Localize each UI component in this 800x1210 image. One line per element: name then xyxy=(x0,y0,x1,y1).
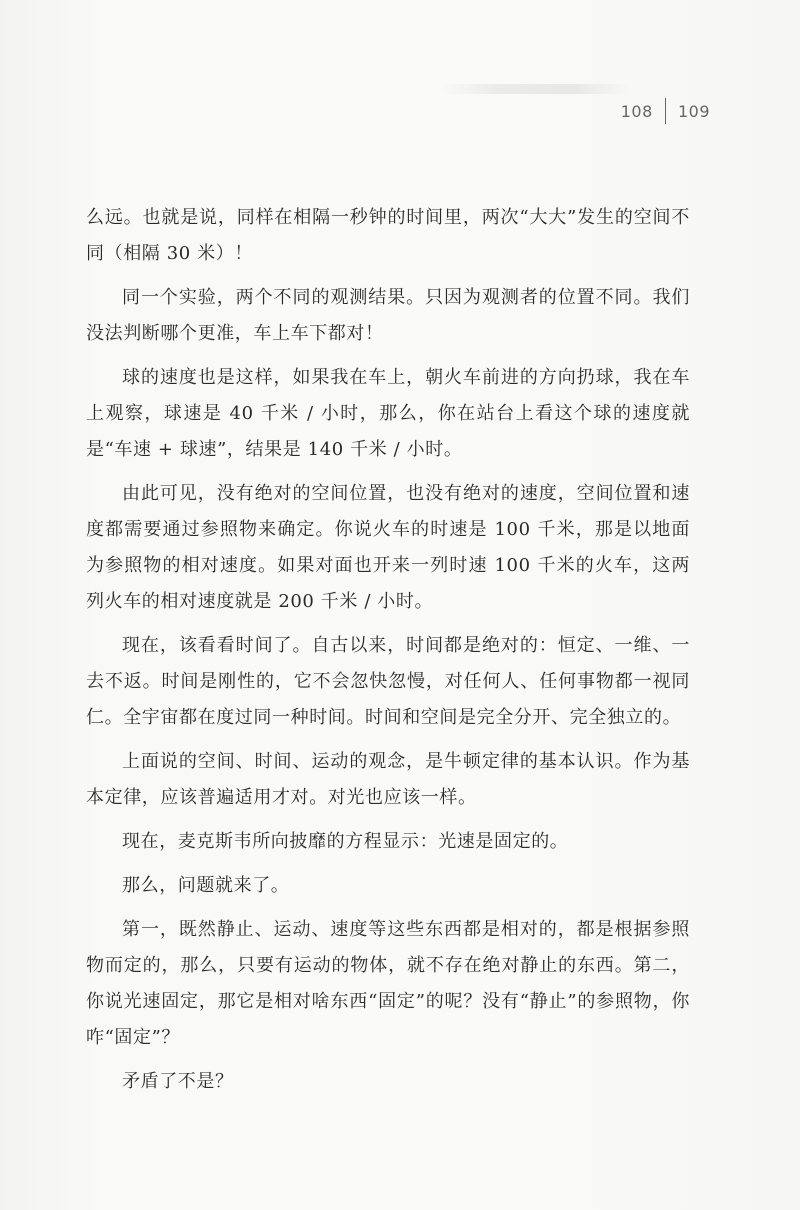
paragraph-continuation: 么远。也就是说，同样在相隔一秒钟的时间里，两次“大大”发生的空间不同（相隔 30 米）！ xyxy=(86,207,690,264)
paragraph: 矛盾了不是？ xyxy=(122,1071,234,1092)
paragraph: 由此可见，没有绝对的空间位置，也没有绝对的速度，空间位置和速度都需要通过参照物来确定。你说火车的时速是 100 千米，那是以地面为参照物的相对速度。如果对面也开来一列时速 100 千米的火车，这两列火车的相对速度就是 200 千米 / 小时。 xyxy=(86,483,690,612)
paragraph: 球的速度也是这样，如果我在车上，朝火车前进的方向扔球，我在车上观察，球速是 40 千米 / 小时，那么，你在站台上看这个球的速度就是“车速 + 球速”，结果是 140 千米 / 小时。 xyxy=(86,367,690,460)
page-number-separator xyxy=(665,98,666,124)
paragraph: 现在，该看看时间了。自古以来，时间都是绝对的：恒定、一维、一去不返。时间是刚性的，它不会忽快忽慢，对任何人、任何事物都一视同仁。全宇宙都在度过同一种时间。时间和空间是完全分开、完全独立的。 xyxy=(86,635,690,728)
header-decoration xyxy=(440,84,630,94)
page-number-header xyxy=(621,98,710,124)
paragraph: 现在，麦克斯韦所向披靡的方程显示：光速是固定的。 xyxy=(122,831,569,852)
paragraph: 那么，问题就来了。 xyxy=(122,875,290,896)
paragraph: 同一个实验，两个不同的观测结果。只因为观测者的位置不同。我们没法判断哪个更准，车上车下都对！ xyxy=(86,287,690,344)
body-text xyxy=(86,200,690,1108)
page-number-right: 109 xyxy=(677,101,710,121)
paragraph: 上面说的空间、时间、运动的观念，是牛顿定律的基本认识。作为基本定律，应该普遍适用才对。对光也应该一样。 xyxy=(86,751,690,808)
page-number-left: 108 xyxy=(620,101,653,121)
paragraph: 第一，既然静止、运动、速度等这些东西都是相对的，都是根据参照物而定的，那么，只要有运动的物体，就不存在绝对静止的东西。第二，你说光速固定，那它是相对啥东西“固定”的呢？没有“静止”的参照物，你咋“固定”？ xyxy=(86,919,690,1048)
